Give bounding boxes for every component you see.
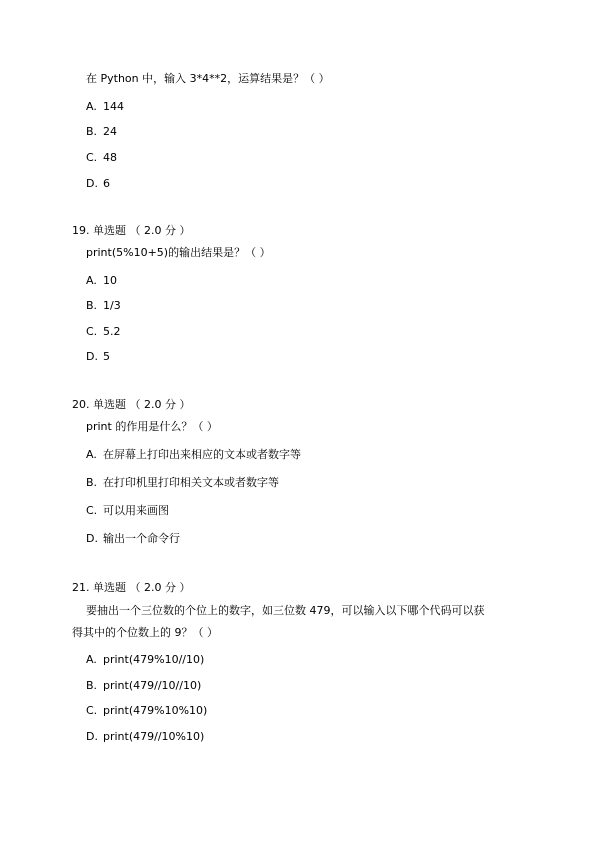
question-header: 20. 单选题 （ 2.0 分 ） [72,398,191,411]
option-text: 5 [103,350,110,363]
option-letter: D. [86,177,98,190]
option-b [86,679,201,693]
option-text: print(479%10//10) [103,653,205,666]
option-letter: A. [86,274,97,287]
option-text: print(479//10//10) [103,679,202,692]
option-b [86,125,117,139]
option-text: 1/3 [103,299,121,312]
question-header: 21. 单选题 （ 2.0 分 ） [72,581,191,594]
question-stem: 在 Python 中，输入 3*4**2，运算结果是？（ ） [86,72,330,85]
option-text: print(479//10%10) [103,730,205,743]
question-stem-continued: 得其中的个位数上的 9？（ ） [72,626,218,639]
question-header: 19. 单选题 （ 2.0 分 ） [72,224,191,237]
option-letter: B. [86,125,98,138]
option-c [86,325,121,339]
option-text: 10 [103,274,117,287]
option-text: 24 [103,125,117,138]
option-c [86,151,117,165]
option-d [86,177,110,191]
option-a [86,274,117,288]
option-letter: C. [86,504,98,517]
option-letter: D. [86,532,98,545]
question-stem: 要抽出一个三位数的个位上的数字，如三位数 479，可以输入以下哪个代码可以获 [86,604,485,617]
option-letter: B. [86,476,98,489]
question-stem: print(5%10+5)的输出结果是？（ ） [86,246,271,259]
option-text: print(479%10%10) [103,704,208,717]
option-text: 输出一个命令行 [103,532,180,545]
question-stem: print 的作用是什么？（ ） [86,420,218,433]
option-text: 在打印机里打印相关文本或者数字等 [103,476,279,489]
option-text: 可以用来画图 [103,504,169,517]
option-letter: A. [86,653,97,666]
option-text: 6 [103,177,110,190]
option-letter: B. [86,679,98,692]
option-d [86,532,180,546]
option-text: 5.2 [103,325,121,338]
option-text: 144 [103,100,124,113]
option-c [86,704,207,718]
option-b [86,476,279,490]
option-d [86,350,110,364]
option-letter: D. [86,730,98,743]
option-letter: C. [86,325,98,338]
option-b [86,299,121,313]
option-a [86,653,204,667]
option-text: 在屏幕上打印出来相应的文本或者数字等 [103,448,301,461]
option-c [86,504,169,518]
option-d [86,730,204,744]
option-letter: B. [86,299,98,312]
option-letter: C. [86,151,98,164]
option-a [86,100,124,114]
option-text: 48 [103,151,117,164]
option-letter: C. [86,704,98,717]
option-a [86,448,301,462]
option-letter: D. [86,350,98,363]
option-letter: A. [86,100,97,113]
option-letter: A. [86,448,97,461]
